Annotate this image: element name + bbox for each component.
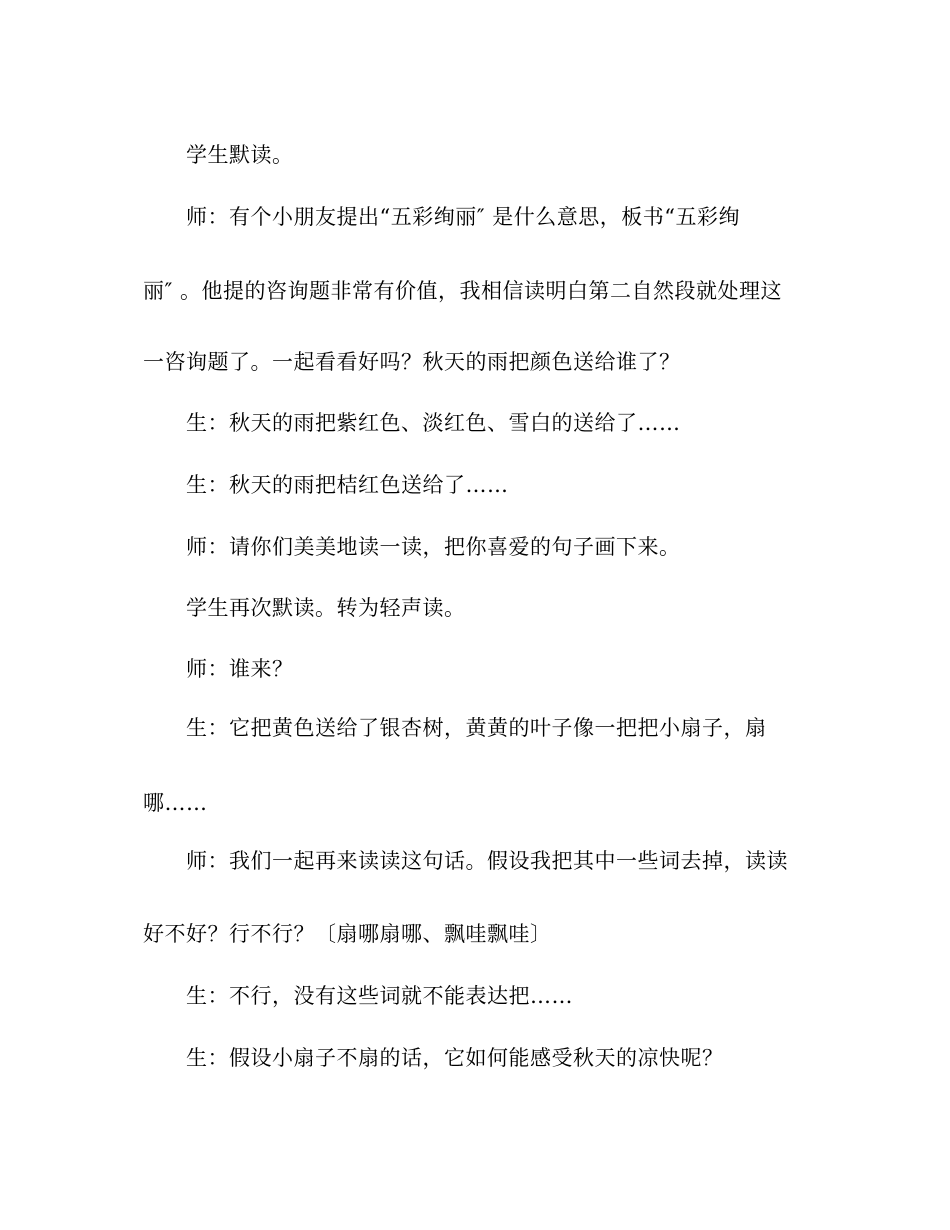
paragraph-line-1: 学生默读。 xyxy=(186,143,294,167)
paragraph-line-10: 生：它把黄色送给了银杏树，黄黄的叶子像一把把小扇子，扇 xyxy=(186,716,767,740)
paragraph-line-11: 哪…… xyxy=(143,791,208,815)
paragraph-line-15: 生：假设小扇子不扇的话，它如何能感受秋天的凉快呢？ xyxy=(186,1046,724,1070)
paragraph-line-3: 丽″ 。他提的咨询题非常有价值，我相信读明白第二自然段就处理这 xyxy=(143,279,783,303)
paragraph-line-6: 生：秋天的雨把桔红色送给了…… xyxy=(186,473,509,497)
paragraph-line-13: 好不好？行不行？〔扇哪扇哪、飘哇飘哇〕 xyxy=(143,922,552,946)
paragraph-line-7: 师：请你们美美地读一读，把你喜爱的句子画下来。 xyxy=(186,535,681,559)
paragraph-line-14: 生：不行，没有这些词就不能表达把…… xyxy=(186,984,573,1008)
paragraph-line-12: 师：我们一起再来读读这句话。假设我把其中一些词去掉，读读 xyxy=(186,849,788,873)
paragraph-line-8: 学生再次默读。转为轻声读。 xyxy=(186,596,466,620)
paragraph-line-2: 师：有个小朋友提出“五彩绚丽″ 是什么意思，板书“五彩绚 xyxy=(186,205,740,229)
paragraph-line-4: 一咨询题了。一起看看好吗？秋天的雨把颜色送给谁了？ xyxy=(143,350,681,374)
paragraph-line-9: 师：谁来？ xyxy=(186,657,294,681)
paragraph-line-5: 生：秋天的雨把紫红色、淡红色、雪白的送给了…… xyxy=(186,411,681,435)
